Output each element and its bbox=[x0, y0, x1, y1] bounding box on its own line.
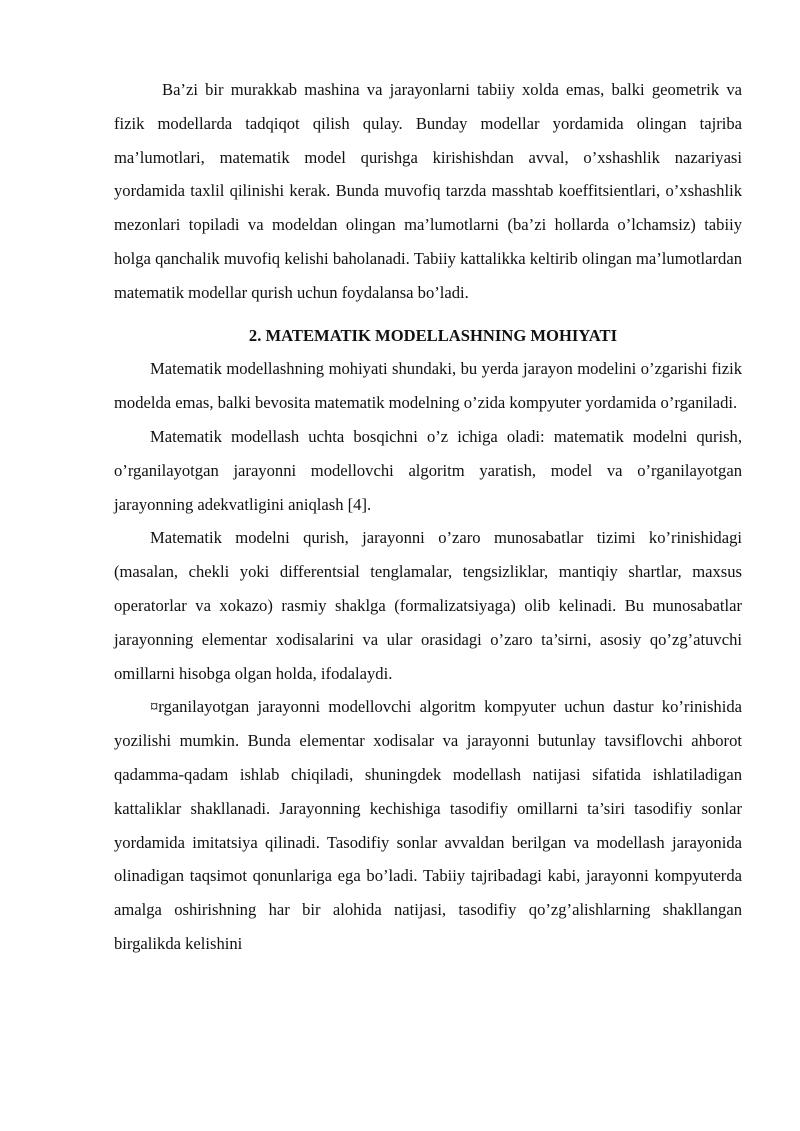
paragraph-model-building: Matematik modelni qurish, jarayonni o’zaro munosabatlar tizimi ko’rinishidagi (masalan, chekli yoki differentsial tenglamalar, tengsizliklar, mantiqiy shartlar, maxsus operatorlar va xokazo) rasmiy shaklga (formalizatsiyaga) olib kelinadi. Bu munosabatlar jarayonning elementar xodisalarini va ular orasidagi o’zaro ta’sirni, asosiy qo’zg’atuvchi omillarni hisobga olgan holda, ifodalaydi. bbox=[114, 528, 742, 683]
paragraph-intro: Ba’zi bir murakkab mashina va jarayonlarni tabiiy xolda emas, balki geometrik va fizik modellarda tadqiqot qilish qulay. Bunday modellar yordamida olingan tajriba ma’lumotlari, matematik model qurishga kirishishdan avval, o’xshashlik nazariyasi yordamida taxlil qilinishi kerak. Bunda muvofiq tarzda masshtab koeffitsientlari, o’xshashlik mezonlari topiladi va modeldan olingan ma’lumotlarni (ba’zi hollarda o’lchamsiz) tabiiy holga qanchalik muvofiq kelishi baholanadi. Tabiiy kattalikka keltirib olingan ma’lumotlardan matematik modellar qurish uchun foydalansa bo’ladi. bbox=[114, 80, 742, 302]
document-page bbox=[114, 73, 742, 961]
paragraph-algorithm: ¤rganilayotgan jarayonni modellovchi algoritm kompyuter uchun dastur ko’rinishida yozilishi mumkin. Bunda elementar xodisalar va jarayonni butunlay tavsiflovchi ahborot qadamma-qadam ishlab chiqiladi, shuningdek modellash natijasi sifatida ishlatiladigan kattaliklar shakllanadi. Jarayonning kechishiga tasodifiy omillarni ta’siri tasodifiy sonlar yordamida imitatsiya qilinadi. Tasodifiy sonlar avvaldan berilgan va modellash jarayonida olinadigan taqsimot qonunlariga ega bo’ladi. Tabiiy tajribadagi kabi, jarayonni kompyuterda amalga oshirishning har bir alohida natijasi, tasodifiy qo’zg’alishlarning shakllangan birgalikda kelishini bbox=[114, 697, 742, 953]
paragraph-essence: Matematik modellashning mohiyati shundaki, bu yerda jarayon modelini o’zgarishi fizik modelda emas, balki bevosita matematik modelning o’zida kompyuter yordamida o’rganiladi. bbox=[114, 359, 742, 413]
section-heading: 2. MATEMATIK MODELLASHNING MOHIYATI bbox=[248, 325, 618, 345]
paragraph-stages: Matematik modellash uchta bosqichni o’z ichiga oladi: matematik modelni qurish, o’rganilayotgan jarayonni modellovchi algoritm yaratish, model va o’rganilayotgan jarayonning adekvatligini aniqlash [4]. bbox=[114, 426, 742, 514]
